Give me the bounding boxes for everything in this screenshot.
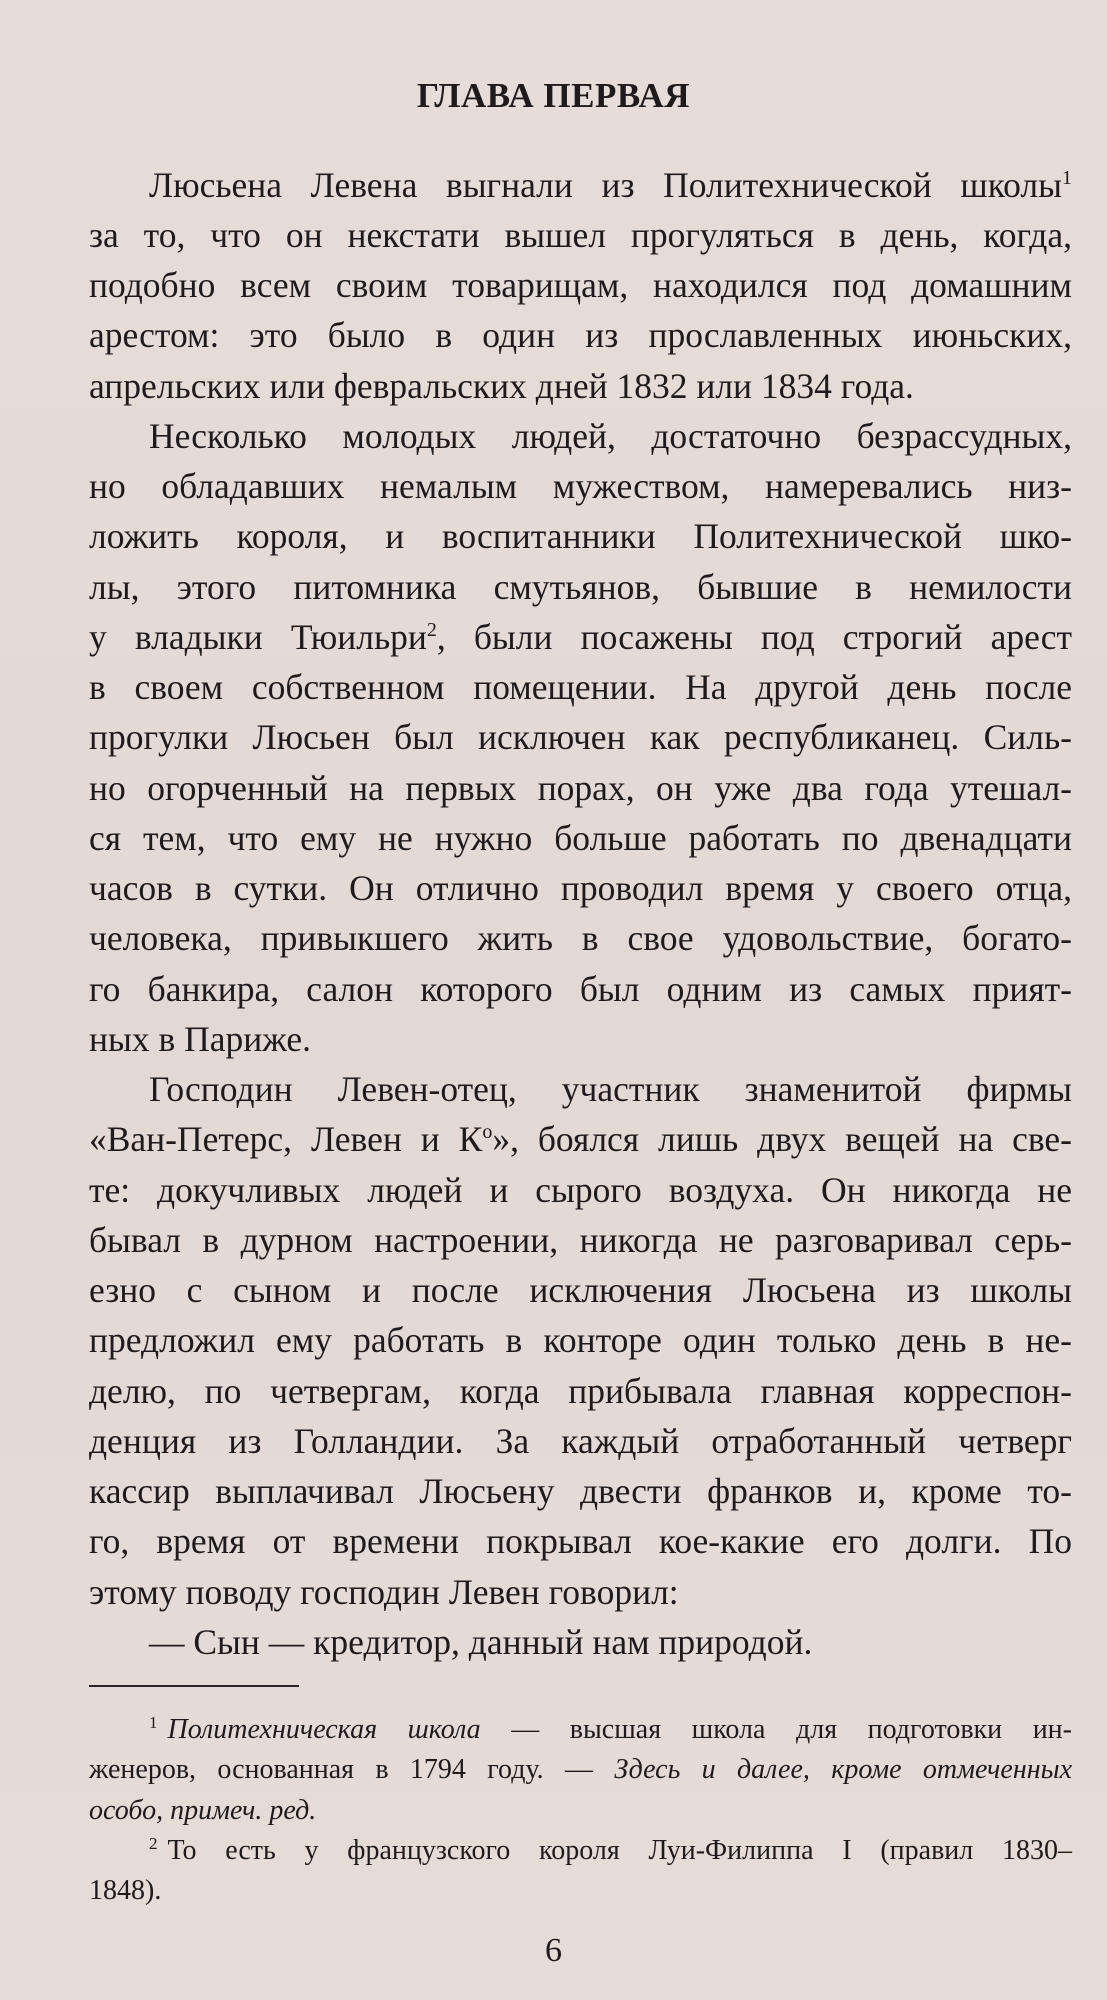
paragraph-2-line-1: Несколько молодых людей, достаточно безрассудных, — [149, 416, 1072, 456]
editor-note: особо, примеч. ред. — [89, 1795, 317, 1826]
paragraph-2-line-7: прогулки Люсьен был исключен как республиканец. Силь- — [89, 717, 1072, 757]
paragraph-1-line-3: подобно всем своим товарищам, находился под домашним — [89, 265, 1072, 305]
paragraph-1-line-5: апрельских или февральских дней 1832 или 1834 года. — [89, 366, 914, 406]
footnote-1-line-3 — [89, 1793, 1072, 1829]
paragraph-3-line-7: делю, по четвергам, когда прибывала главная корреспон- — [89, 1371, 1072, 1411]
paragraph-3-line-11: этому поводу господин Левен говорил: — [89, 1572, 679, 1612]
paragraph-2-line-4: лы, этого питомника смутьянов, бывшие в немилости — [89, 567, 1072, 607]
line-text: Люсьена Левена выгнали из Политехнической школы — [149, 165, 1062, 205]
footnote-1-line-2 — [89, 1752, 1072, 1788]
paragraph-2-line-13: ных в Париже. — [89, 1019, 311, 1059]
paragraph-3-line-2 — [89, 1116, 1072, 1162]
paragraph-2-line-9: ся тем, что ему не нужно больше работать по двенадцати — [89, 818, 1072, 858]
paragraph-3-line-4: бывал в дурном настроении, никогда не разговаривал серь- — [89, 1220, 1072, 1260]
dialogue-line: — Сын — кредитор, данный нам природой. — [149, 1622, 813, 1662]
line-text: То есть у французского короля Луи-Филиппа I (правил 1830– — [167, 1835, 1072, 1866]
superscript-o: о — [482, 1121, 493, 1144]
paragraph-2-line-5 — [89, 614, 1072, 660]
paragraph-3-line-6: предложил ему работать в конторе один только день в не- — [89, 1320, 1072, 1360]
paragraph-3-line-10: го, время от времени покрывал кое-какие его долги. По — [89, 1521, 1072, 1561]
line-text: , были посажены под строгий арест — [436, 617, 1073, 657]
footnote-marker-1: 1 — [149, 1712, 158, 1732]
paragraph-1-line-4: арестом: это было в один из прославленных июньских, — [89, 315, 1072, 355]
paragraph-2-line-2: но обладавших немалым мужеством, намеревались низ- — [89, 466, 1072, 506]
page-number: 6 — [545, 1932, 562, 1969]
line-text: женеров, основанная в 1794 году. — — [89, 1754, 615, 1785]
footnote-2-line-1 — [149, 1833, 1072, 1869]
paragraph-3-line-1: Господин Левен-отец, участник знаменитой фирмы — [149, 1069, 1072, 1109]
footnote-term: Политехническая школа — [167, 1714, 481, 1745]
paragraph-1-line-1 — [149, 162, 1072, 208]
paragraph-3-line-9: кассир выплачивал Люсьену двести франков и, кроме то- — [89, 1471, 1072, 1511]
line-text: », боялся лишь двух вещей на све- — [492, 1119, 1072, 1159]
footnote-1-line-1 — [149, 1712, 1072, 1748]
paragraph-2-line-6: в своем собственном помещении. На другой день после — [89, 667, 1072, 707]
footnote-reference-1[interactable]: 1 — [1062, 167, 1072, 190]
footnote-divider — [89, 1685, 299, 1687]
line-text: «Ван-Петерс, Левен и К — [89, 1119, 483, 1159]
footnote-2-line-2: 1848). — [89, 1875, 162, 1906]
paragraph-3-line-3: те: докучливых людей и сырого воздуха. Он никогда не — [89, 1170, 1072, 1210]
footnote-marker-2: 2 — [149, 1833, 158, 1853]
paragraph-3-line-8: денция из Голландии. За каждый отработанный четверг — [89, 1421, 1072, 1461]
paragraph-3-line-5: езно с сыном и после исключения Люсьена из школы — [89, 1270, 1072, 1310]
paragraph-2-line-11: человека, привыкшего жить в свое удовольствие, богато- — [89, 918, 1072, 958]
chapter-title: ГЛАВА ПЕРВАЯ — [416, 76, 691, 115]
line-text: — высшая школа для подготовки ин- — [480, 1714, 1072, 1745]
paragraph-1-line-2: за то, что он некстати вышел прогуляться в день, когда, — [89, 215, 1072, 255]
footnote-reference-2[interactable]: 2 — [426, 619, 437, 642]
line-text: у владыки Тюильри — [89, 617, 427, 657]
paragraph-2-line-10: часов в сутки. Он отлично проводил время у своего отца, — [89, 868, 1072, 908]
paragraph-2-line-3: ложить короля, и воспитанники Политехнической шко- — [89, 516, 1072, 556]
paragraph-2-line-12: го банкира, салон которого был одним из самых прият- — [89, 969, 1072, 1009]
editor-note: Здесь и далее, кроме отмеченных — [614, 1754, 1072, 1785]
paragraph-2-line-8: но огорченный на первых порах, он уже два года утешал- — [89, 768, 1072, 808]
